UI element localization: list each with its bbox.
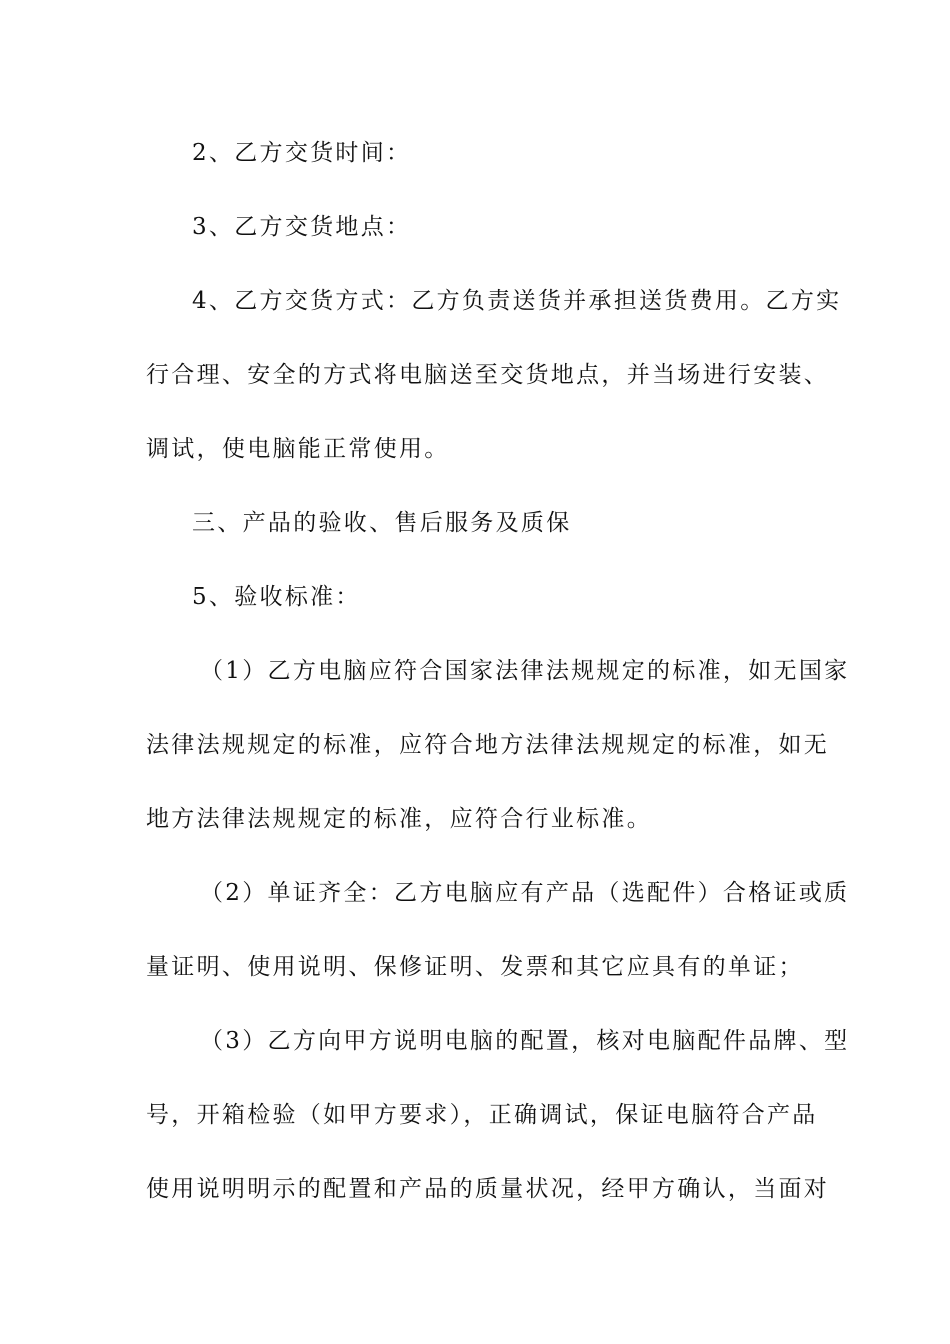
paragraph-delivery-time: 2、乙方交货时间： xyxy=(192,140,412,166)
paragraph-delivery-method-line-3: 调试，使电脑能正常使用。 xyxy=(146,436,450,462)
paragraph-delivery-place: 3、乙方交货地点： xyxy=(192,214,412,240)
section-heading-acceptance: 三、产品的验收、售后服务及质保 xyxy=(192,510,572,536)
clause-3-line-3: 使用说明明示的配置和产品的质量状况，经甲方确认，当面对 xyxy=(146,1176,830,1202)
paragraph-delivery-method-line-1: 4、乙方交货方式：乙方负责送货并承担送货费用。乙方实 xyxy=(192,288,842,314)
clause-3-line-1: （3）乙方向甲方说明电脑的配置，核对电脑配件品牌、型 xyxy=(200,1028,850,1054)
clause-2-line-2: 量证明、使用说明、保修证明、发票和其它应具有的单证； xyxy=(146,954,804,980)
clause-2-line-1: （2）单证齐全：乙方电脑应有产品（选配件）合格证或质 xyxy=(200,880,850,906)
clause-3-line-2: 号，开箱检验（如甲方要求），正确调试，保证电脑符合产品 xyxy=(146,1102,818,1128)
paragraph-acceptance-standard: 5、验收标准： xyxy=(192,584,361,610)
clause-1-line-1: （1）乙方电脑应符合国家法律法规规定的标准，如无国家 xyxy=(200,658,850,684)
clause-1-line-2: 法律法规规定的标准，应符合地方法律法规规定的标准，如无 xyxy=(146,732,830,758)
paragraph-delivery-method-line-2: 行合理、安全的方式将电脑送至交货地点，并当场进行安装、 xyxy=(146,362,830,388)
clause-1-line-3: 地方法律法规规定的标准，应符合行业标准。 xyxy=(146,806,652,832)
